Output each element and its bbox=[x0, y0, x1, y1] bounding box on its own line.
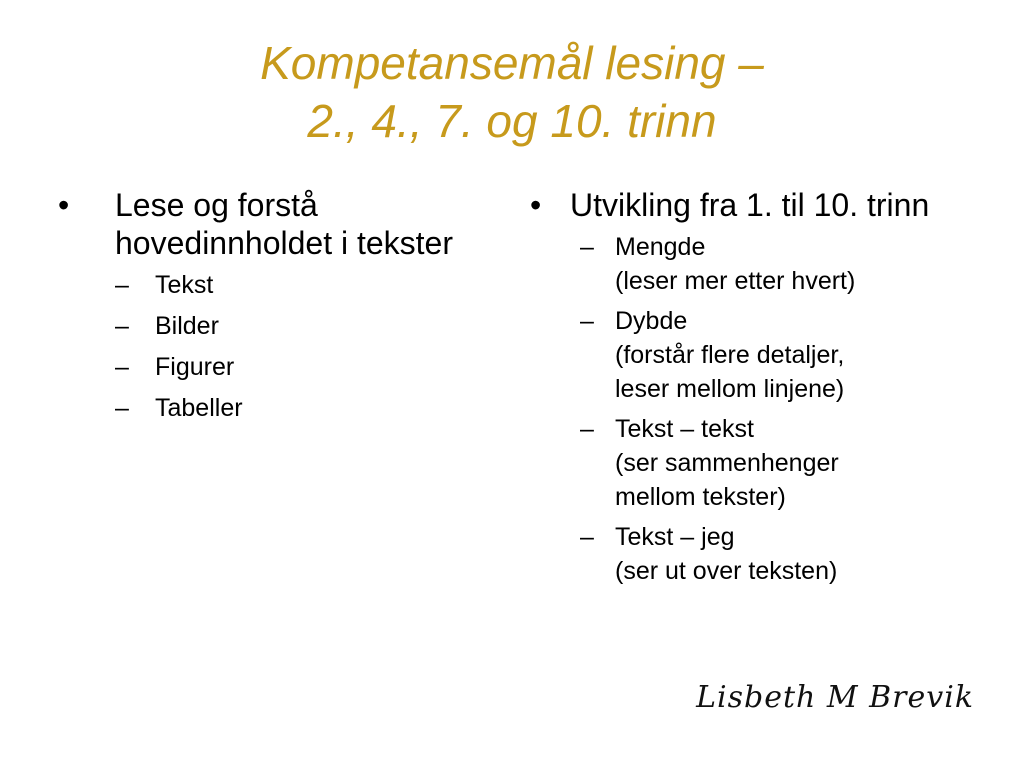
sub-item-heading: Dybde bbox=[615, 307, 688, 335]
dash-marker: – bbox=[580, 307, 594, 335]
right-sub-list bbox=[530, 230, 970, 588]
dash-marker: – bbox=[580, 233, 594, 261]
left-sub-list bbox=[58, 270, 458, 423]
left-sub-item-label: Figurer bbox=[155, 353, 235, 381]
left-main-bullet bbox=[58, 186, 458, 262]
left-sub-item-tabeller bbox=[58, 393, 458, 423]
dash-marker: – bbox=[115, 394, 129, 422]
author-signature: Lisbeth M Brevik bbox=[696, 680, 974, 715]
right-main-bullet bbox=[530, 186, 970, 224]
sub-item-detail: (forstår flere detaljer, bbox=[615, 341, 845, 369]
sub-item-heading: Tekst – tekst bbox=[615, 415, 754, 443]
dash-marker: – bbox=[115, 353, 129, 381]
dash-marker: – bbox=[115, 271, 129, 299]
slide-title bbox=[0, 34, 1024, 150]
sub-item-heading: Mengde bbox=[615, 233, 706, 261]
bullet-marker: • bbox=[58, 187, 70, 223]
slide-title-line-1: Kompetansemål lesing – bbox=[260, 37, 764, 89]
dash-marker: – bbox=[580, 523, 594, 551]
sub-item-detail-continued: leser mellom linjene) bbox=[615, 375, 845, 403]
left-sub-item-label: Bilder bbox=[155, 312, 219, 340]
sub-item-detail: (ser ut over teksten) bbox=[615, 557, 838, 585]
right-column bbox=[530, 186, 970, 594]
left-sub-item-label: Tekst bbox=[155, 271, 214, 299]
left-sub-item-bilder bbox=[58, 311, 458, 341]
sub-item-detail-continued: mellom tekster) bbox=[615, 483, 786, 511]
sub-item-detail: (leser mer etter hvert) bbox=[615, 267, 856, 295]
bullet-marker: • bbox=[530, 187, 542, 223]
right-main-bullet-text: Utvikling fra 1. til 10. trinn bbox=[570, 187, 930, 223]
left-column bbox=[58, 186, 458, 434]
left-sub-item-tekst bbox=[58, 270, 458, 300]
left-sub-item-label: Tabeller bbox=[155, 394, 243, 422]
right-sub-item-dybde bbox=[530, 304, 970, 406]
left-sub-item-figurer bbox=[58, 352, 458, 382]
dash-marker: – bbox=[580, 415, 594, 443]
slide-title-line-2: 2., 4., 7. og 10. trinn bbox=[307, 95, 717, 147]
right-sub-item-tekst-tekst bbox=[530, 412, 970, 514]
sub-item-detail: (ser sammenhenger bbox=[615, 449, 839, 477]
sub-item-heading: Tekst – jeg bbox=[615, 523, 735, 551]
left-main-bullet-text: Lese og forstå hovedinnholdet i tekster bbox=[115, 187, 453, 261]
right-sub-item-tekst-jeg bbox=[530, 520, 970, 588]
dash-marker: – bbox=[115, 312, 129, 340]
right-sub-item-mengde bbox=[530, 230, 970, 298]
